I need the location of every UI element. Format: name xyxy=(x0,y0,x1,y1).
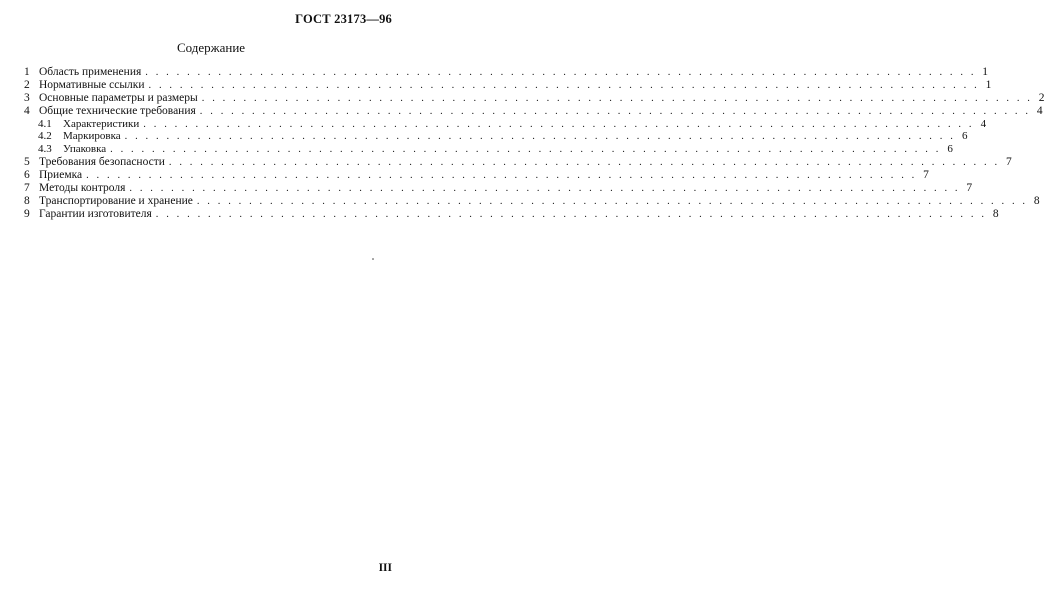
dot-leader: . . . . . . . . . . . . . . . . . . . . . . . . . . . . . . . . . . . . . . . . . . . . . . . . . . . . . . . . . . . . . . . . . . . . . . . . . . . . . . . . xyxy=(143,118,975,130)
toc-entry-label: Транспортирование и хранение xyxy=(39,194,193,207)
dot-leader: . . . . . . . . . . . . . . . . . . . . . . . . . . . . . . . . . . . . . . . . . . . . . . . . . . . . . . . . . . . . . . . . . . . . . . . . . . . . . . . . xyxy=(201,92,1033,104)
toc-entry-label: Гарантии изготовителя xyxy=(39,207,152,220)
toc-entry-page: 7 xyxy=(966,182,973,195)
dot-leader: . . . . . . . . . . . . . . . . . . . . . . . . . . . . . . . . . . . . . . . . . . . . . . . . . . . . . . . . . . . . . . . . . . . . . . . . . . . . . . . . xyxy=(124,131,956,143)
toc-entry-number: 6 xyxy=(24,169,30,182)
toc-entry-number: 4.3 xyxy=(38,143,52,156)
toc-entry-page: 8 xyxy=(992,207,999,220)
table-of-contents xyxy=(24,66,1045,221)
toc-entry-label: Область применения xyxy=(39,66,142,78)
dot-leader: . . . . . . . . . . . . . . . . . . . . . . . . . . . . . . . . . . . . . . . . . . . . . . . . . . . . . . . . . . . . . . . . . . . . . . . . . . . . . . . . xyxy=(199,105,1031,117)
toc-entry-page: 1 xyxy=(982,66,989,78)
toc-entry-number: 2 xyxy=(24,78,30,91)
toc-entry-label: Основные параметры и размеры xyxy=(39,91,198,104)
scan-speck xyxy=(372,258,374,260)
toc-entry xyxy=(24,78,992,92)
toc-entry-page: 7 xyxy=(923,169,929,182)
toc-entry-page: 2 xyxy=(1038,91,1045,104)
toc-entry-page: 1 xyxy=(985,78,992,91)
toc-entry xyxy=(24,143,953,156)
toc-title: Содержание xyxy=(176,40,246,55)
toc-entry xyxy=(24,117,987,131)
toc-entry-number: 9 xyxy=(24,207,30,220)
dot-leader: . . . . . . . . . . . . . . . . . . . . . . . . . . . . . . . . . . . . . . . . . . . . . . . . . . . . . . . . . . . . . . . . . . . . . . . . . . . . . . . . xyxy=(145,67,977,78)
toc-entry xyxy=(24,194,1040,208)
toc-entry xyxy=(24,104,1043,118)
toc-entry-number: 4.2 xyxy=(38,130,52,143)
dot-leader: . . . . . . . . . . . . . . . . . . . . . . . . . . . . . . . . . . . . . . . . . . . . . . . . . . . . . . . . . . . . . . . . . . . . . . . . . . . . . . . . xyxy=(110,144,941,156)
toc-entry-page: 4 xyxy=(1036,104,1043,117)
dot-leader: . . . . . . . . . . . . . . . . . . . . . . . . . . . . . . . . . . . . . . . . . . . . . . . . . . . . . . . . . . . . . . . . . . . . . . . . . . . . . . . . xyxy=(196,195,1028,207)
toc-entry-label: Общие технические требования xyxy=(39,104,196,117)
toc-entry-number: 1 xyxy=(24,66,30,78)
toc-entry xyxy=(24,169,929,182)
dot-leader: . . . . . . . . . . . . . . . . . . . . . . . . . . . . . . . . . . . . . . . . . . . . . . . . . . . . . . . . . . . . . . . . . . . . . . . . . . . . . . . . xyxy=(168,157,1000,169)
page-number: III xyxy=(378,562,392,574)
toc-entry-label: Характеристики xyxy=(63,117,140,130)
toc-entry-number: 3 xyxy=(24,91,30,104)
toc-entry-number: 4.1 xyxy=(38,117,52,130)
toc-entry xyxy=(24,91,1045,105)
toc-entry-label: Приемка xyxy=(39,169,83,182)
toc-entry xyxy=(24,156,1012,169)
toc-entry-page: 7 xyxy=(1005,156,1012,169)
dot-leader: . . . . . . . . . . . . . . . . . . . . . . . . . . . . . . . . . . . . . . . . . . . . . . . . . . . . . . . . . . . . . . . . . . . . . . . . . . . . . . . . xyxy=(86,170,917,182)
toc-entry-label: Требования безопасности xyxy=(39,156,165,169)
toc-entry xyxy=(24,207,999,221)
dot-leader: . . . . . . . . . . . . . . . . . . . . . . . . . . . . . . . . . . . . . . . . . . . . . . . . . . . . . . . . . . . . . . . . . . . . . . . . . . . . . . . . xyxy=(155,208,987,220)
toc-entry-number: 8 xyxy=(24,194,30,207)
standard-designation: ГОСТ 23173—96 xyxy=(295,12,392,26)
toc-entry-page: 6 xyxy=(947,143,953,156)
toc-entry-label: Упаковка xyxy=(63,143,107,156)
toc-entry-label: Маркировка xyxy=(63,130,121,143)
dot-leader: . . . . . . . . . . . . . . . . . . . . . . . . . . . . . . . . . . . . . . . . . . . . . . . . . . . . . . . . . . . . . . . . . . . . . . . . . . . . . . . . xyxy=(129,183,961,195)
toc-entry-label: Нормативные ссылки xyxy=(39,78,145,91)
toc-entry-label: Методы контроля xyxy=(39,182,126,195)
toc-entry xyxy=(24,182,973,195)
toc-entry xyxy=(24,130,968,143)
toc-entry-page: 6 xyxy=(961,130,968,143)
toc-entry-number: 7 xyxy=(24,182,30,195)
toc-entry-number: 4 xyxy=(24,104,30,117)
dot-leader: . . . . . . . . . . . . . . . . . . . . . . . . . . . . . . . . . . . . . . . . . . . . . . . . . . . . . . . . . . . . . . . . . . . . . . . . . . . . . . . . xyxy=(148,79,980,91)
toc-entry xyxy=(24,66,989,79)
toc-entry-page: 4 xyxy=(980,117,987,130)
toc-entry-page: 8 xyxy=(1033,194,1040,207)
toc-entry-number: 5 xyxy=(24,156,30,169)
